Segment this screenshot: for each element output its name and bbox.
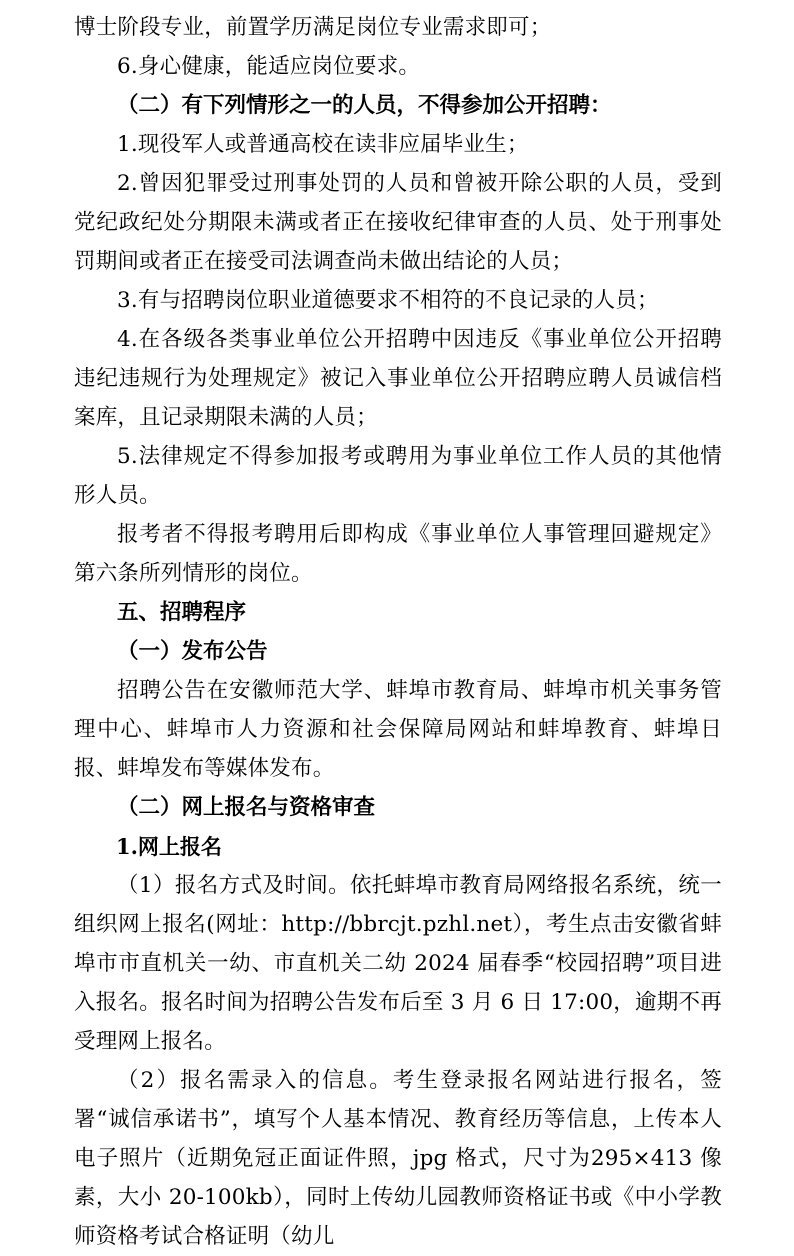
paragraph-item-6: 6.身心健康，能适应岗位要求。 bbox=[117, 54, 421, 79]
heading-online-registration-review: （二）网上报名与资格审查 bbox=[117, 795, 376, 820]
paragraph-item-4: 4.在各级各类事业单位公开招聘中因违反《事业单位公开招聘违纪违规行为处理规定》被记入事业单位公开招聘应聘人员诚信档案库，且记录期限未满的人员； bbox=[74, 327, 722, 430]
heading-publish-announcement: （一）发布公告 bbox=[117, 639, 268, 664]
paragraph-item-1: 1.现役军人或普通高校在读非应届毕业生； bbox=[117, 132, 529, 157]
paragraph-item-2: 2.曾因犯罪受过刑事处罚的人员和曾被开除公职的人员，受到党纪政纪处分期限未满或者正在接收纪律审查的人员、处于刑事处罚期间或者正在接受司法调查尚未做出结论的人员； bbox=[74, 171, 722, 274]
paragraph-registration-method: （1）报名方式及时间。依托蚌埠市教育局网络报名系统，统一组织网上报名(网址：http://bbrcjt.pzhl.net），考生点击安徽省蚌埠市市直机关一幼、市直机关二幼 2024 届春季“校园招聘”项目进入报名。报名时间为招聘公告发布后至 3 月 6 日 17:00，逾期不再受理网上报名。 bbox=[74, 873, 722, 1054]
paragraph-item-5: 5.法律规定不得参加报考或聘用为事业单位工作人员的其他情形人员。 bbox=[74, 444, 722, 508]
heading-online-registration: 1.网上报名 bbox=[116, 834, 222, 859]
paragraph-continuation: 博士阶段专业，前置学历满足岗位专业需求即可； bbox=[74, 15, 552, 40]
paragraph-announcement-channels: 招聘公告在安徽师范大学、蚌埠市教育局、蚌埠市机关事务管理中心、蚌埠市人力资源和社会保障局网站和蚌埠教育、蚌埠日报、蚌埠发布等媒体发布。 bbox=[74, 678, 722, 781]
paragraph-avoidance-rule: 报考者不得报考聘用后即构成《事业单位人事管理回避规定》第六条所列情形的岗位。 bbox=[74, 522, 722, 586]
heading-recruitment-procedure: 五、招聘程序 bbox=[117, 600, 247, 625]
paragraph-registration-info: （2）报名需录入的信息。考生登录报名网站进行报名，签署“诚信承诺书”，填写个人基本情况、教育经历等信息，上传本人电子照片（近期免冠正面证件照，jpg 格式，尺寸为295×413 像素，大小 20-100kb），同时上传幼儿园教师资格证书或《中小学教师资格考试合格证明（幼儿 bbox=[74, 1068, 722, 1249]
paragraph-item-3: 3.有与招聘岗位职业道德要求不相符的不良记录的人员； bbox=[117, 288, 659, 313]
heading-section-two: （二）有下列情形之一的人员，不得参加公开招聘： bbox=[117, 93, 612, 118]
